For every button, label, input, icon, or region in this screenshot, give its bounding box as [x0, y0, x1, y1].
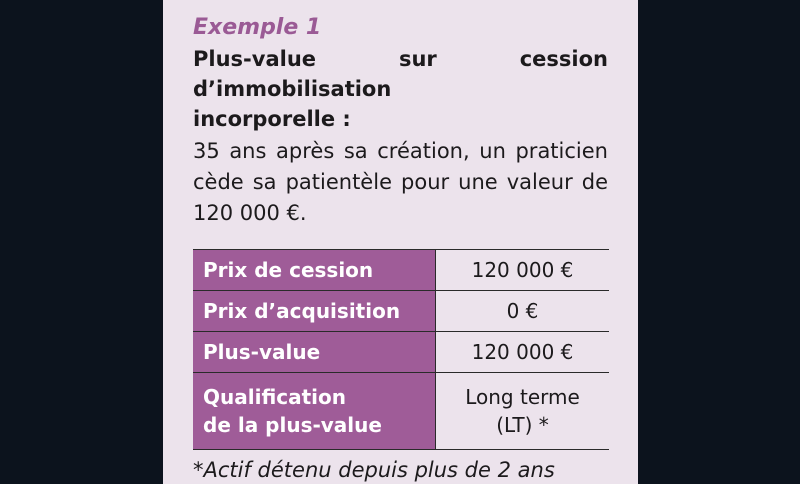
- qualification-value-line-2: (LT) *: [496, 413, 549, 437]
- heading-line-2: incorporelle :: [193, 107, 351, 131]
- table-row: [193, 373, 609, 450]
- table-row: [193, 250, 609, 291]
- example-description: 35 ans après sa création, un praticien cède sa patientèle pour une valeur de 120 000 €.: [193, 139, 608, 225]
- table-row: [193, 332, 609, 373]
- footnote: *Actif détenu depuis plus de 2 ans: [193, 458, 555, 482]
- row-value: 120 000 €: [436, 332, 610, 373]
- row-label: Prix de cession: [193, 250, 436, 291]
- row-value: [436, 373, 610, 450]
- qualification-label-line-2: de la plus-value: [203, 413, 382, 437]
- heading-line-1: Plus-value sur cession d’immobilisation: [193, 47, 608, 101]
- row-value: 120 000 €: [436, 250, 610, 291]
- row-label: [193, 373, 436, 450]
- example-heading: [193, 44, 608, 134]
- example-label: Exemple 1: [193, 15, 322, 40]
- table-row: [193, 291, 609, 332]
- row-value: 0 €: [436, 291, 610, 332]
- qualification-value-line-1: Long terme: [465, 385, 580, 409]
- row-label: Prix d’acquisition: [193, 291, 436, 332]
- example-card: [163, 0, 638, 484]
- row-label: Plus-value: [193, 332, 436, 373]
- capital-gain-table: [193, 249, 609, 450]
- qualification-label-line-1: Qualification: [203, 385, 347, 409]
